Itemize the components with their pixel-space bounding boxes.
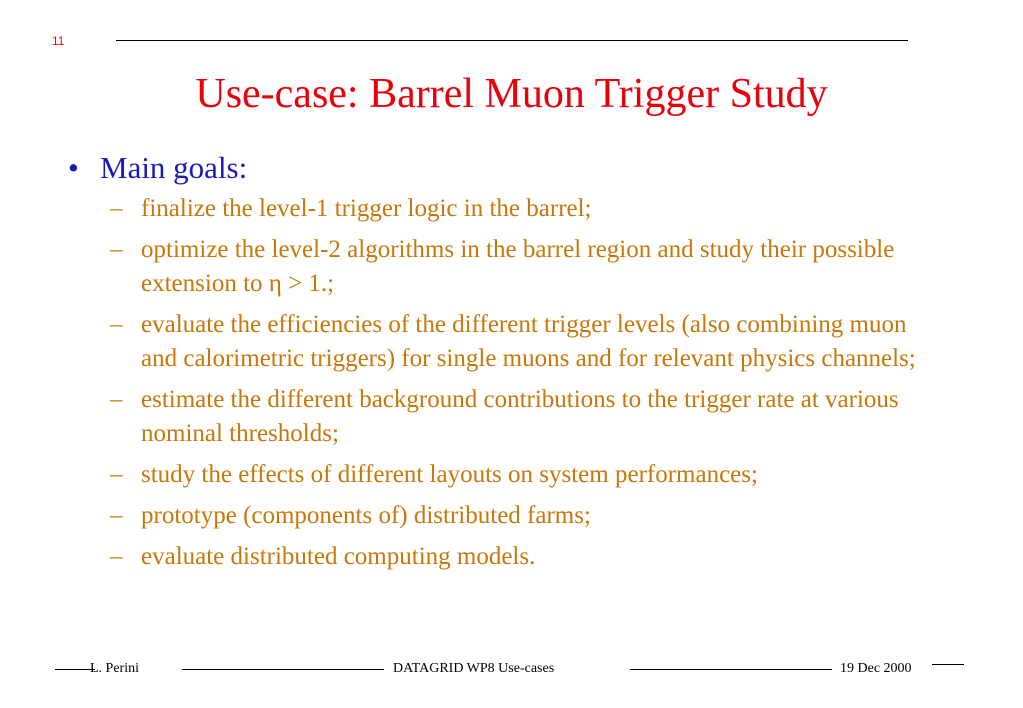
dash-marker: – [110, 386, 123, 413]
goal-item [110, 540, 960, 574]
footer-rule-left [55, 669, 95, 670]
goal-text: prototype (components of) distributed farms; [141, 502, 591, 529]
footer-center-text: DATAGRID WP8 Use-cases [393, 661, 555, 676]
goal-item [110, 499, 960, 533]
goal-text: evaluate distributed computing models. [141, 543, 536, 570]
bullet-marker: • [68, 150, 79, 185]
slide-title: Use-case: Barrel Muon Trigger Study [195, 71, 828, 117]
dash-marker: – [110, 502, 123, 529]
goal-item [110, 192, 960, 226]
footer-rule-center-left [182, 669, 384, 670]
goal-text: study the effects of different layouts on system performances; [141, 461, 758, 488]
dash-marker: – [110, 311, 123, 338]
dash-marker: – [110, 195, 123, 222]
goal-item [110, 233, 960, 301]
goal-item [110, 458, 960, 492]
goal-text: optimize the level-2 algorithms in the barrel region and study their possible extension to η > 1.; [141, 236, 895, 297]
slide-content [60, 148, 960, 581]
footer-author: L. Perini [90, 661, 139, 676]
goals-list [60, 192, 960, 574]
goal-text: evaluate the efficiencies of the different trigger levels (also combining muon and calorimetric triggers) for single muons and for relevant physics channels; [141, 311, 916, 372]
goal-item [110, 308, 960, 376]
dash-marker: – [110, 236, 123, 263]
goal-text: finalize the level-1 trigger logic in the barrel; [141, 195, 592, 222]
dash-marker: – [110, 543, 123, 570]
top-rule [116, 40, 908, 41]
main-bullet [60, 148, 960, 188]
goal-text: estimate the different background contributions to the trigger rate at various nominal thresholds; [141, 386, 899, 447]
goal-item [110, 383, 960, 451]
main-goals-heading: Main goals: [100, 150, 248, 185]
footer-rule-right [932, 664, 964, 665]
footer [0, 660, 1023, 680]
slide-number: 11 [52, 34, 65, 48]
footer-date: 19 Dec 2000 [840, 661, 912, 676]
footer-rule-center-right [630, 669, 832, 670]
dash-marker: – [110, 461, 123, 488]
